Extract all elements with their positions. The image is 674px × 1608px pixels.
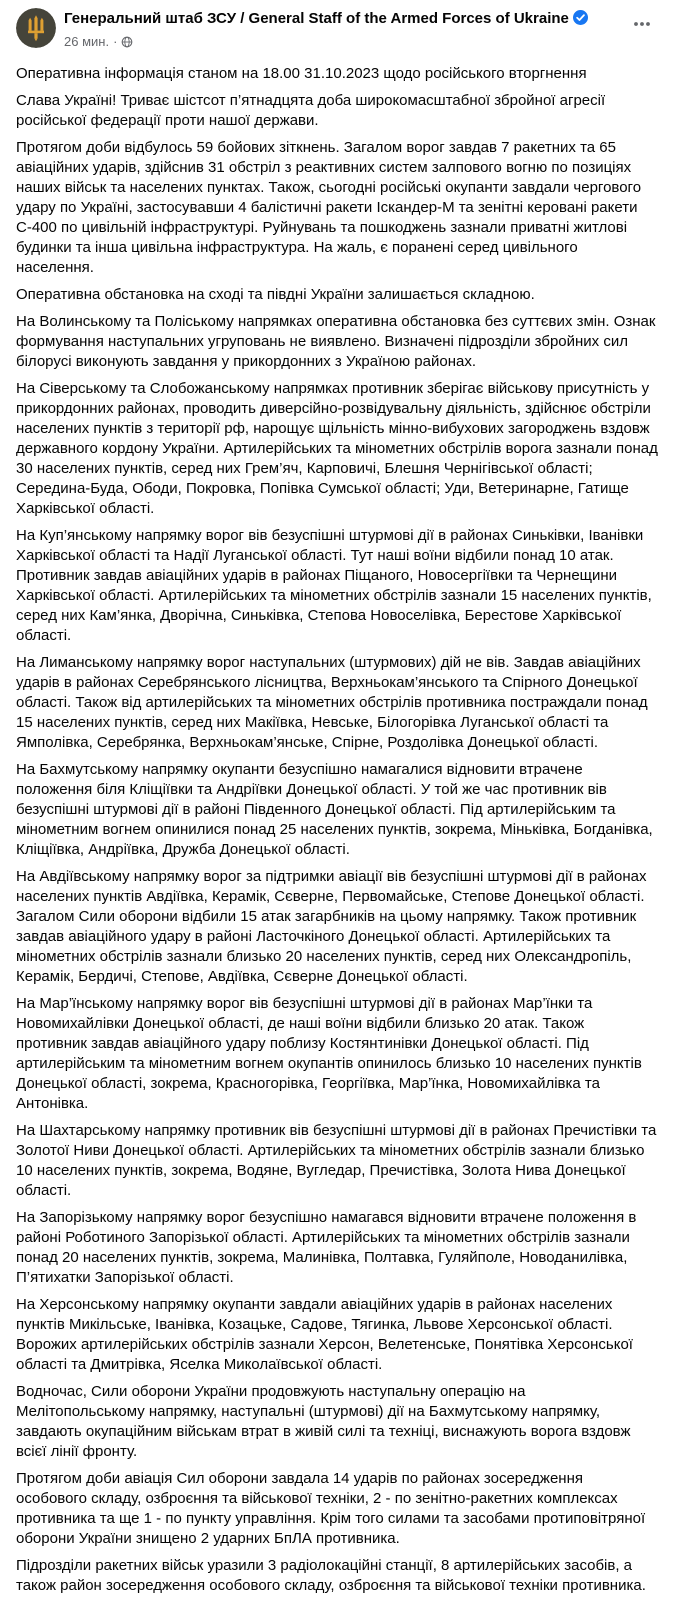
post-header-text (64, 8, 658, 50)
post-paragraph: На Сіверському та Слобожанському напрямках противник зберігає військову присутність у прикордонних районах, проводить диверсійно-розвідувальну діяльність, здійснює обстріли населених пунктів з території рф, нарощує щільність мінно-вибухових загороджень вздовж державного кордону України. Артилерійських та мінометних обстрілів ворога зазнали понад 30 населених пунктів, серед них Грем’яч, Карповичі, Блешня Чернігівської області; Середина-Буда, Ободи, Покровка, Попівка Сумської області; Уди, Ветеринарне, Гатище Харківської області. (16, 380, 658, 517)
post-header (0, 0, 674, 50)
verified-badge-icon (573, 10, 588, 30)
post-paragraph: Оперативна інформація станом на 18.00 31.10.2023 щодо російського вторгнення (16, 65, 587, 82)
post-paragraph: На Лиманському напрямку ворог наступальних (штурмових) дій не вів. Завдав авіаційних ударів в районах Серебрянського лісництва, Верхньокам’янського та Спірного Донецької області. Також від артилерійських та мінометних обстрілів противника постраждали понад 15 населених пунктів, серед них Макіївка, Невське, Білогорівка Луганської області та Ямполівка, Серебрянка, Верхньокам’янське, Спірне, Роздолівка Донецької області. (16, 654, 648, 751)
post-paragraph: На Запорізькому напрямку ворог безуспішно намагався відновити втрачене положення в районі Роботиного Запорізької області. Артилерійських та мінометних обстрілів зазнали понад 20 населених пунктів, зокрема, Малинівка, Полтавка, Гуляйполе, Новоданилівка, П’ятихатки Запорізької області. (16, 1209, 637, 1286)
post-content (0, 50, 674, 1608)
post-paragraph: Протягом доби авіація Сил оборони завдала 14 ударів по районах зосередження особового складу, озброєння та військової техніки, 2 - по зенітно-ракетних комплексах противника та ще 1 - по пункту управління. Крім того силами та засобами протиповітряної оборони України знищено 2 ударних БпЛА противника. (16, 1470, 646, 1547)
more-options-button[interactable] (628, 12, 656, 36)
ellipsis-icon (632, 14, 652, 34)
post-paragraph: На Мар’їнському напрямку ворог вів безуспішні штурмові дії в районах Мар’їнки та Новомихайлівки Донецької області, де наші воїни відбили близько 20 атак. Також противник завдав авіаційного удару поблизу Костянтинівки Донецької області. Під артилерійським та мінометним вогнем окупантів опинилось близько 10 населених пунктів Донецької області, зокрема, Красногорівка, Георгіївка, Мар’їнка, Новомихайлівка та Антонівка. (16, 995, 642, 1112)
post-meta-row (64, 33, 658, 50)
page-name-row (64, 9, 658, 30)
post-paragraph: Протягом доби відбулось 59 бойових зіткнень. Загалом ворог завдав 7 ракетних та 65 авіаційних ударів, здійснив 31 обстріл з реактивних систем залпового вогню по позиціях наших військ та населених пунктах. Також, сьогодні російські окупанти завдали чергового удару по Україні, застосувавши 4 балістичні ракети Іскандер-М та зенітні керовані ракети С-400 по цивільній інфраструктурі. Руйнувань та пошкоджень зазнали приватні житлові будинки та інша цивільна інфраструктура. На жаль, є поранені серед цивільного населення. (16, 139, 642, 276)
post-timestamp[interactable]: 26 мин. (64, 34, 110, 49)
trident-emblem-icon (16, 8, 56, 48)
globe-icon (121, 36, 133, 48)
post-paragraph: На Куп’янському напрямку ворог вів безуспішні штурмові дії в районах Синьківки, Іванівки Харківської області та Надії Луганської області. Тут наші воїни відбили понад 10 атак. Противник завдав авіаційних ударів в районах Піщаного, Новосергіївки та Чернещини Харківської області. Артилерійських та мінометних обстрілів зазнали 15 населених пунктів, серед них Кам’янка, Дворічна, Синьківка, Степова Новоселівка, Берестове Харківської області. (16, 527, 652, 644)
post-paragraph: Оперативна обстановка на сході та півдні України залишається складною. (16, 286, 535, 303)
post-paragraph: На Волинському та Поліському напрямках оперативна обстановка без суттєвих змін. Ознак формування наступальних угруповань не виявлено. Визначені підрозділи збройних сил білорусі виконують завдання у прикордонних з Україною районах. (16, 313, 656, 370)
page-avatar[interactable] (16, 8, 56, 48)
post-paragraph: Водночас, Сили оборони України продовжують наступальну операцію на Мелітопольському напрямку, наступальні (штурмові) дії на Бахмутському напрямку, завдають окупаційним військам втрат в живій силі та техніці, виснажують ворога вздовж всієї лінії фронту. (16, 1383, 631, 1460)
meta-separator: · (113, 34, 118, 49)
post-paragraph: Слава Україні! Триває шістсот п’ятнадцята доба широкомасштабної збройної агресії російської федерації проти нашої держави. (16, 92, 606, 129)
page-name[interactable]: Генеральний штаб ЗСУ / General Staff of the Armed Forces of Ukraine (64, 10, 569, 27)
post-paragraph: На Авдіївському напрямку ворог за підтримки авіації вів безуспішні штурмові дії в районах населених пунктів Авдіївка, Керамік, Сєверне, Первомайське, Степове Донецької області. Загалом Сили оборони відбили 15 атак загарбників на цьому напрямку. Також противник завдав авіаційного удару в районі Ласточкіного Донецької області. Артилерійських та мінометних обстрілів зазнали близько 20 населених пунктів, серед них Олександропіль, Керамік, Бердичі, Степове, Авдіївка, Сєверне Донецької області. (16, 868, 647, 985)
post-paragraph: На Шахтарському напрямку противник вів безуспішні штурмові дії в районах Пречистівки та Золотої Ниви Донецької області. Артилерійських та мінометних обстрілів зазнали близько 10 населених пунктів, зокрема, Водяне, Вугледар, Пречистівка, Золота Нива Донецької області. (16, 1122, 657, 1199)
post-paragraph: На Бахмутському напрямку окупанти безуспішно намагалися відновити втрачене положення біля Кліщіївки та Андріївки Донецької області. У той же час противник вів безуспішні штурмові дії в районі Південного Донецької області. Під артилерійським та мінометним вогнем опинилися понад 25 населених пунктів, зокрема, Міньківка, Богданівка, Кліщіївка, Андріївка, Дружба Донецької області. (16, 761, 653, 858)
post-paragraph: Підрозділи ракетних військ уразили 3 радіолокаційні станції, 8 артилерійських засобів, а також район зосередження особового складу, озброєння та військової техніки противника. (16, 1557, 646, 1594)
post-paragraph: На Херсонському напрямку окупанти завдали авіаційних ударів в районах населених пунктів Микільське, Іванівка, Козацьке, Садове, Тягинка, Львове Херсонської області. Ворожих артилерійських обстрілів зазнали Херсон, Велетенське, Понятівка Херсонської області та Дмитрівка, Яселка Миколаївської області. (16, 1296, 633, 1373)
